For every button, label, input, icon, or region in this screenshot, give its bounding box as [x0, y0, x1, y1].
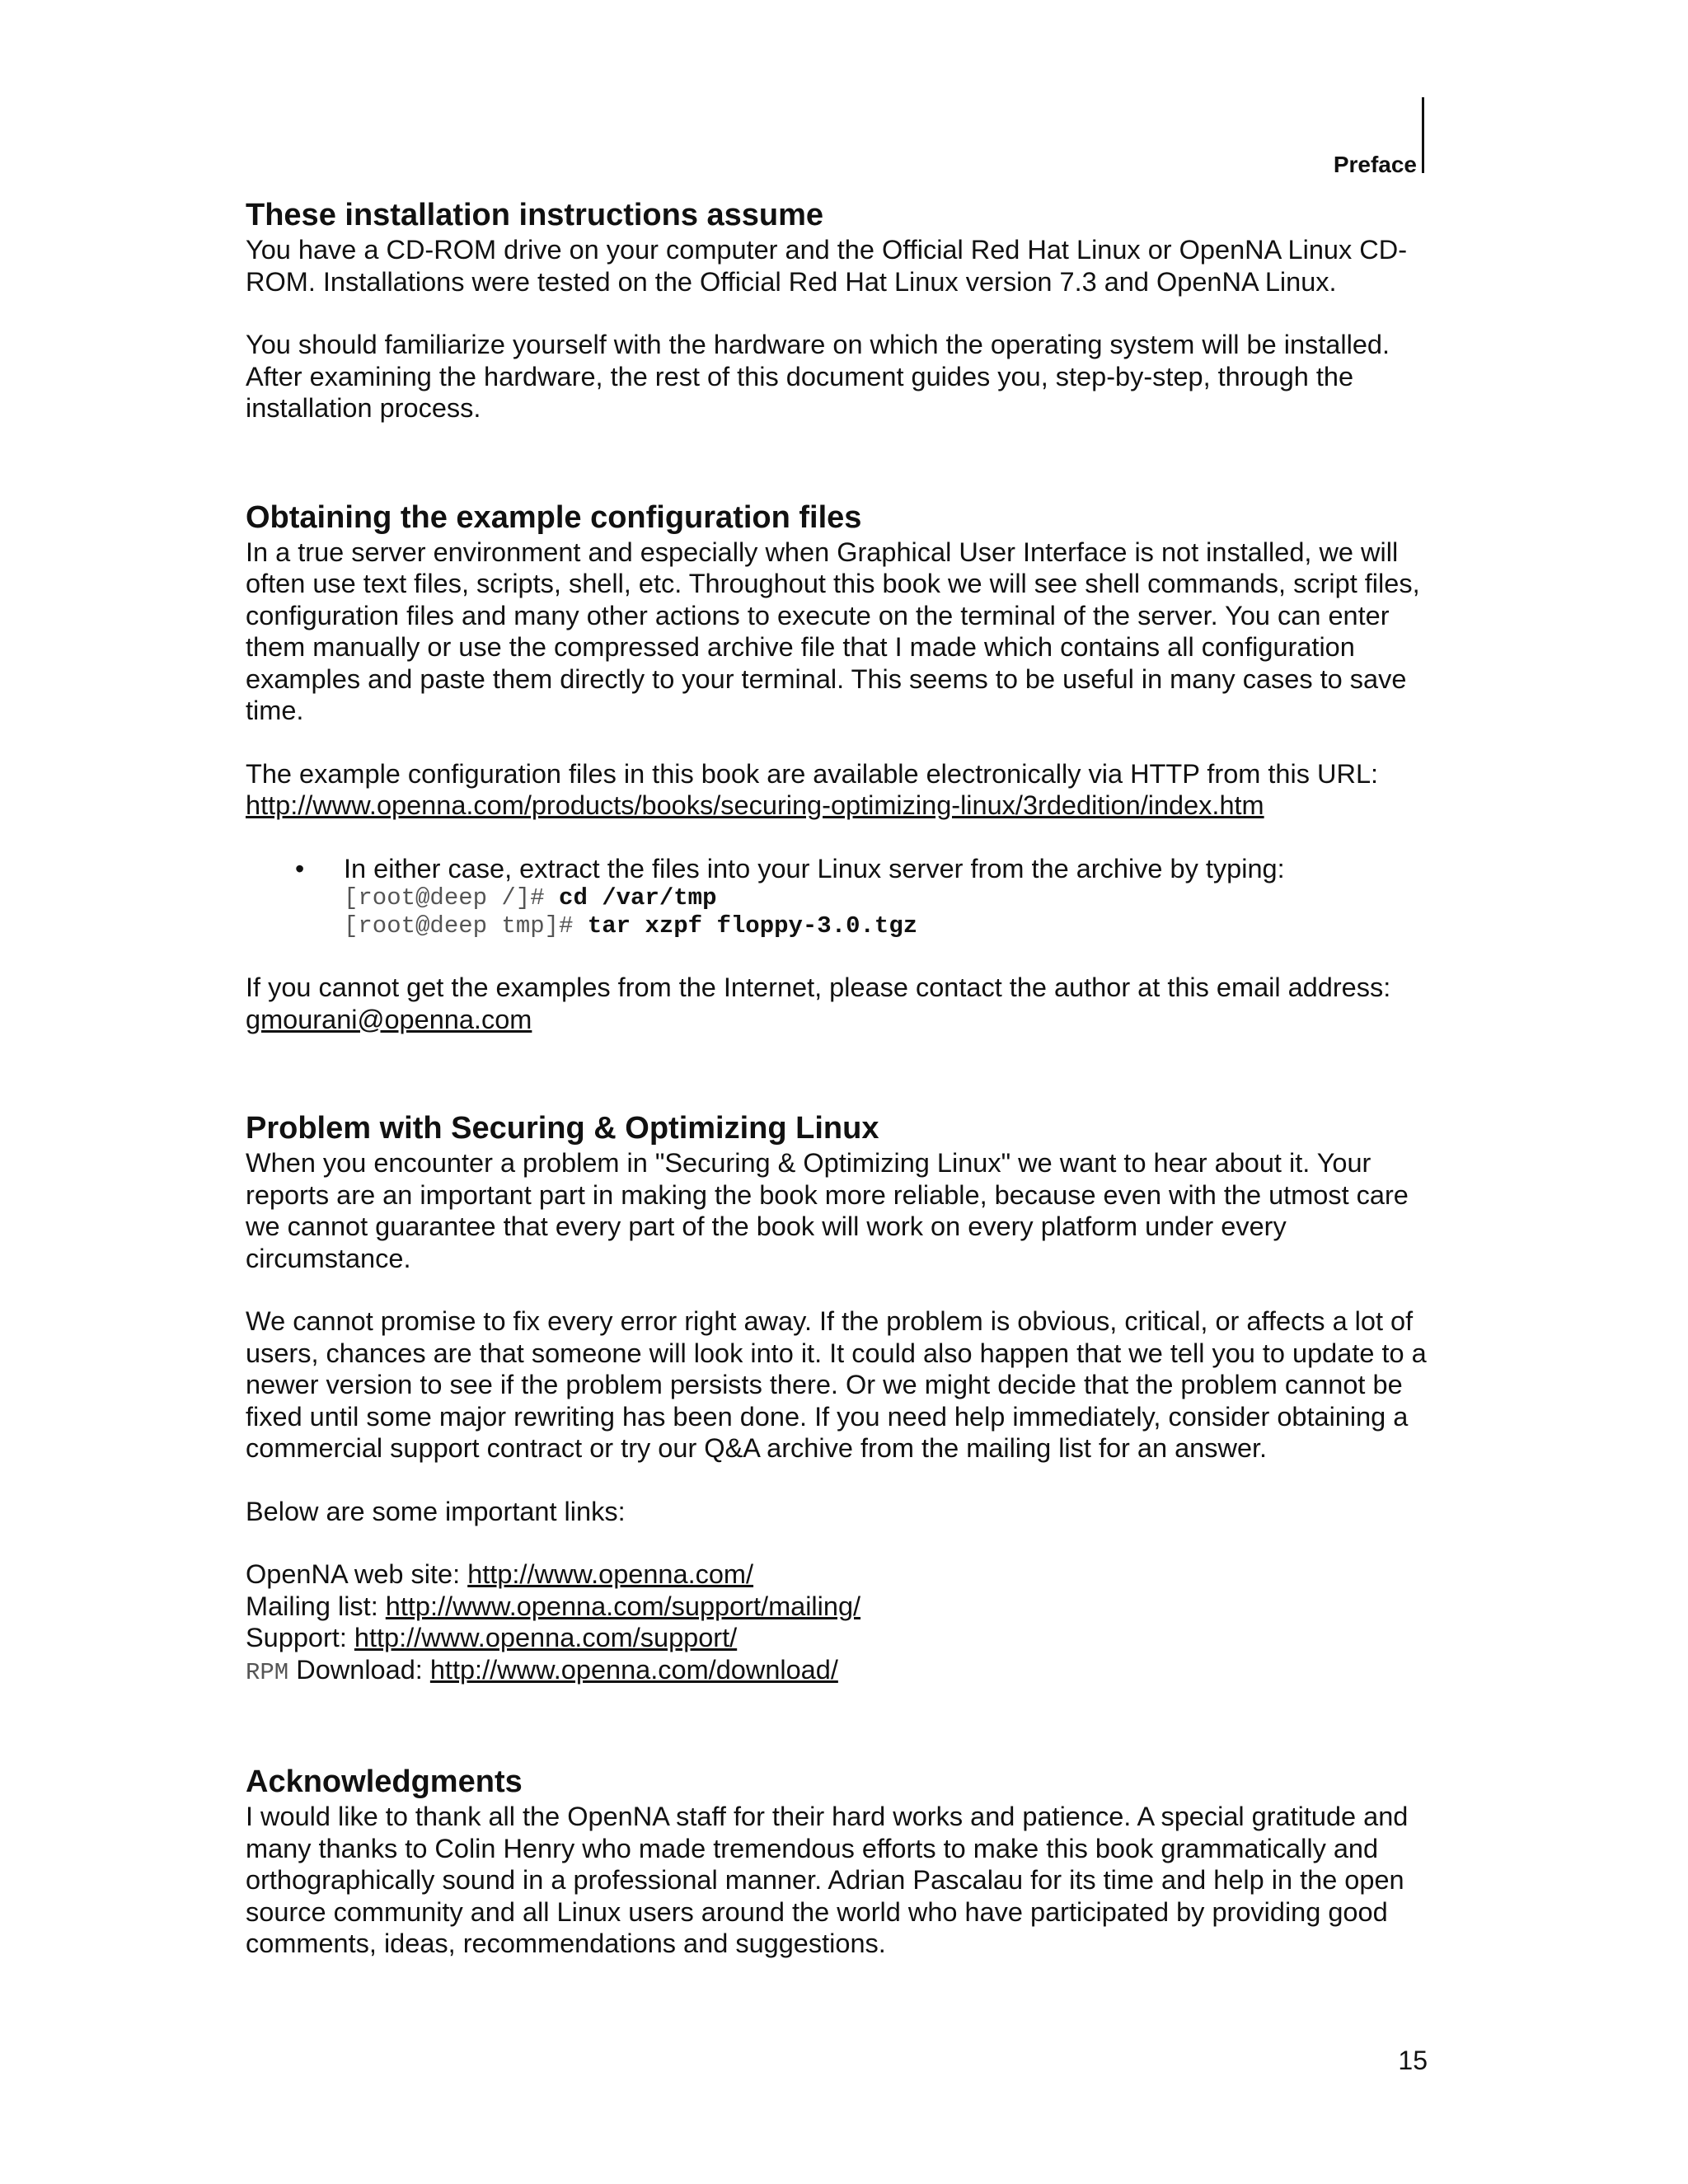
paragraph: Below are some important links:	[246, 1496, 626, 1526]
paragraph: I would like to thank all the OpenNA staff for their hard works and patience. A special gratitude and many thanks to Colin Henry who made tremendous efforts to make this book grammatically and orthographically sound in a professional manner. Adrian Pascalau for its time and help in the open source community and all Linux users around the world who have participated by providing good comments, ideas, recommendations and suggestions.	[246, 1802, 1409, 1958]
website-link[interactable]: http://www.openna.com/	[467, 1559, 754, 1589]
paragraph: You should familiarize yourself with the hardware on which the operating system will be installed. After examining the hardware, the rest of this document guides you, step-by-step, through the installation process.	[246, 330, 1390, 423]
code-command: tar xzpf floppy-3.0.tgz	[587, 912, 918, 940]
bullet-icon: •	[295, 853, 305, 883]
support-link[interactable]: http://www.openna.com/support/	[354, 1623, 738, 1652]
author-email-link[interactable]: gmourani@openna.com	[246, 1004, 532, 1034]
section-title-acknowledgments: Acknowledgments	[246, 1765, 523, 1799]
link-row-download	[246, 1654, 1432, 1690]
page-body	[246, 196, 1432, 1960]
code-line-1	[344, 884, 1432, 912]
bullet-text: In either case, extract the files into your Linux server from the archive by typing:	[344, 853, 1285, 883]
link-row-website	[246, 1558, 1432, 1591]
link-row-mailing	[246, 1591, 1432, 1623]
paragraph: You have a CD-ROM drive on your computer and the Official Red Hat Linux or OpenNA Linux CD-ROM. Installations were tested on the Official Red Hat Linux version 7.3 and OpenNA Linux.	[246, 235, 1408, 297]
config-files-link[interactable]: http://www.openna.com/products/books/securing-optimizing-linux/3rdedition/index.htm	[246, 790, 1264, 820]
paragraph: When you encounter a problem in "Securing & Optimizing Linux" we want to hear about it. Your reports are an important part in making the book more reliable, because even with the utmost care we cannot guarantee that every part of the book will work on every platform under every circumstance.	[246, 1148, 1409, 1273]
section-title-problem: Problem with Securing & Optimizing Linux	[246, 1111, 879, 1146]
download-link[interactable]: http://www.openna.com/download/	[429, 1654, 838, 1685]
code-line-2	[344, 912, 1432, 940]
mailing-list-link[interactable]: http://www.openna.com/support/mailing/	[385, 1591, 861, 1621]
running-header: Preface	[1333, 152, 1417, 177]
section-title-obtaining: Obtaining the example configuration files	[246, 499, 862, 535]
rpm-label: RPM	[246, 1658, 289, 1686]
paragraph: The example configuration files in this book are available electronically via HTTP from this URL:	[246, 758, 1379, 789]
page-number: 15	[1398, 2046, 1428, 2075]
code-prompt: [root@deep tmp]#	[344, 912, 588, 940]
link-label: Download:	[288, 1654, 430, 1685]
paragraph: We cannot promise to fix every error right away. If the problem is obvious, critical, or affects a lot of users, chances are that someone will look into it. It could also happen that we tell you to update to a newer version to see if the problem persists there. Or we might decide that the problem cannot be fixed until some major rewriting has been done. If you need help immediately, consider obtaining a commercial support contract or try our Q&A archive from the mailing list for an answer.	[246, 1306, 1427, 1463]
paragraph: If you cannot get the examples from the Internet, please contact the author at this email address:	[246, 972, 1391, 1002]
bullet-item	[246, 853, 1432, 941]
header-rule	[1422, 97, 1424, 173]
link-label: OpenNA web site:	[246, 1559, 468, 1589]
link-label: Support:	[246, 1623, 354, 1652]
link-row-support	[246, 1622, 1432, 1654]
paragraph: In a true server environment and especially when Graphical User Interface is not installed, we will often use text files, scripts, shell, etc. Throughout this book we will see shell commands, script files, configuration files and many other actions to execute on the terminal of the server. You can enter them manually or use the compressed archive file that I made which contains all configuration examples and paste them directly to your terminal. This seems to be useful in many cases to save time.	[246, 537, 1420, 725]
code-prompt: [root@deep /]#	[344, 884, 560, 912]
link-label: Mailing list:	[246, 1591, 386, 1621]
section-title-assume: These installation instructions assume	[246, 198, 824, 232]
code-command: cd /var/tmp	[559, 884, 717, 912]
